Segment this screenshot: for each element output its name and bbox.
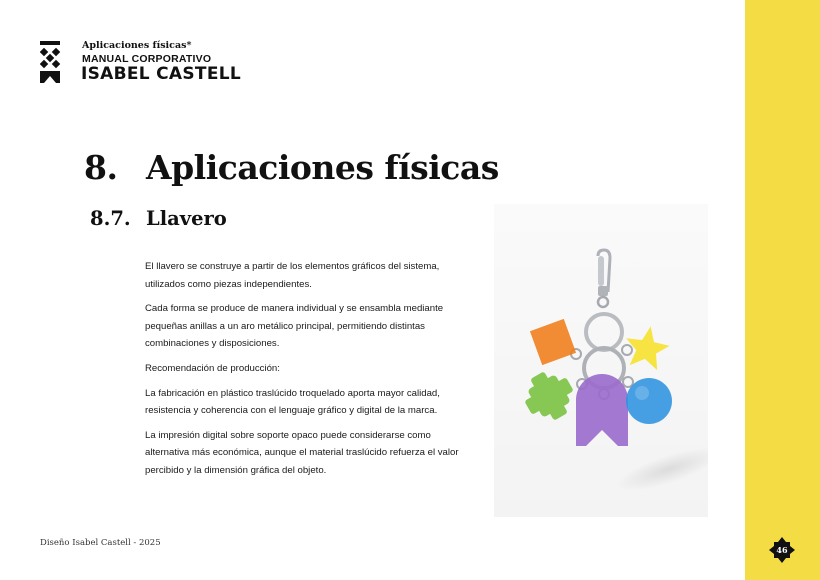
header-brand-name: ISABEL CASTELL: [81, 64, 241, 84]
subsection-title: Llavero: [146, 207, 227, 230]
section-title: Aplicaciones físicas: [146, 148, 499, 187]
paragraph: La fabricación en plástico traslúcido troquelado aporta mayor calidad, resistencia y coherencia con el lenguaje gráfico y digital de la marca.: [145, 387, 440, 417]
paragraph: La impresión digital sobre soporte opaco puede considerarse como alternativa más económica, aunque el material traslúcido refuerza el valor percibido y la dimensión gráfica del objeto.: [145, 429, 459, 476]
subsection-heading: [90, 207, 227, 230]
section-heading: [84, 148, 499, 187]
accent-sidebar: [745, 0, 820, 580]
page-number: 46: [776, 545, 788, 555]
paragraph: El llavero se construye a partir de los elementos gráficos del sistema, utilizados como piezas independientes.: [145, 261, 440, 290]
subsection-number: 8.7.: [90, 207, 131, 230]
paragraph: Recomendación de producción:: [145, 362, 280, 374]
body-text: [145, 258, 465, 487]
header-small-title: Aplicaciones físicas*: [82, 40, 192, 51]
paragraph: Cada forma se produce de manera individual y se ensambla mediante pequeñas anillas a un aro metálico principal, permitiendo distintas combinaciones y disposiciones.: [145, 303, 444, 350]
header-manual-label: MANUAL CORPORATIVO: [82, 53, 212, 65]
keychain-photo: [494, 204, 708, 517]
keychain-illustration-icon: [494, 204, 708, 517]
brand-logo-icon: [40, 41, 62, 85]
footer-credit: Diseño Isabel Castell - 2025: [40, 538, 161, 548]
section-number: 8.: [84, 148, 118, 187]
